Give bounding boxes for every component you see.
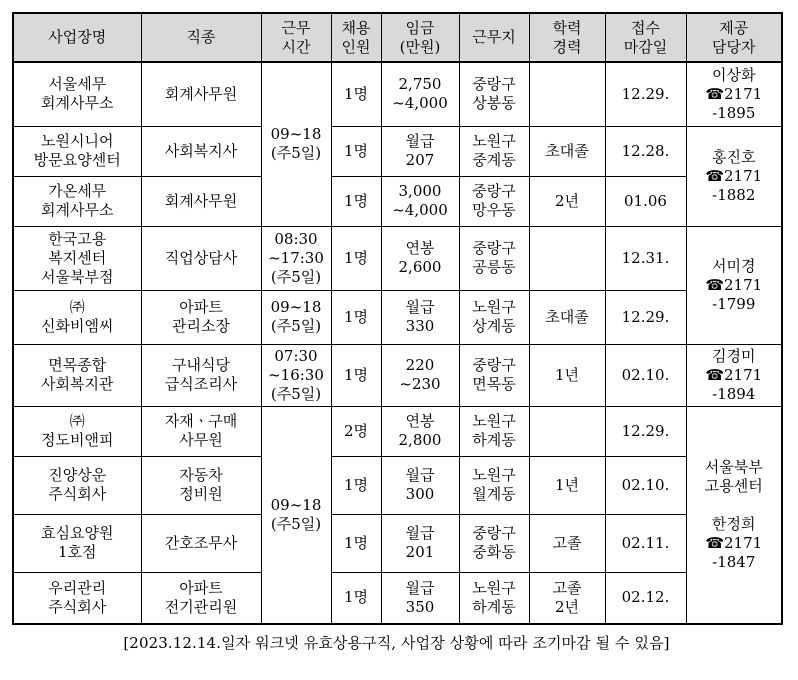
header-location: 근무지 [459, 13, 529, 62]
cell-location: 중랑구 공릉동 [459, 226, 529, 290]
cell-location: 노원구 상계동 [459, 290, 529, 344]
cell-company: 효심요양원 1호점 [13, 514, 141, 572]
cell-company: 노원시니어 방문요양센터 [13, 126, 141, 176]
cell-job: 회계사무원 [141, 176, 261, 226]
cell-wage: 연봉 2,800 [381, 406, 459, 456]
cell-contact: 서미경 ☎2171 -1799 [686, 226, 782, 344]
job-listing-table [12, 12, 783, 625]
cell-job: 간호조무사 [141, 514, 261, 572]
table-row [13, 126, 782, 176]
cell-education: 고졸 2년 [529, 572, 605, 624]
cell-company: 우리관리 주식회사 [13, 572, 141, 624]
table-row [13, 456, 782, 514]
header-contact: 제공 담당자 [686, 13, 782, 62]
cell-education [529, 226, 605, 290]
cell-deadline: 12.29. [605, 406, 686, 456]
cell-deadline: 02.10. [605, 344, 686, 406]
cell-hires: 1명 [331, 290, 381, 344]
cell-education [529, 62, 605, 126]
cell-location: 중랑구 망우동 [459, 176, 529, 226]
cell-hires: 1명 [331, 456, 381, 514]
cell-job: 회계사무원 [141, 62, 261, 126]
table-row [13, 176, 782, 226]
cell-company: 가온세무 회계사무소 [13, 176, 141, 226]
cell-wage: 월급 207 [381, 126, 459, 176]
cell-education: 초대졸 [529, 290, 605, 344]
header-education: 학력 경력 [529, 13, 605, 62]
table-row [13, 514, 782, 572]
cell-location: 중랑구 면목동 [459, 344, 529, 406]
cell-education: 초대졸 [529, 126, 605, 176]
footer-note: [2023.12.14.일자 워크넷 유효상용구직, 사업장 상황에 따라 조기마감 될 수 있음] [123, 634, 670, 652]
cell-company: ㈜ 신화비엠씨 [13, 290, 141, 344]
cell-wage: 월급 350 [381, 572, 459, 624]
cell-hours: 08:30 ~17:30 (주5일) [261, 226, 331, 290]
cell-company: 서울세무 회계사무소 [13, 62, 141, 126]
cell-location: 중랑구 상봉동 [459, 62, 529, 126]
cell-education: 1년 [529, 456, 605, 514]
cell-contact: 서울북부 고용센터 한정희 ☎2171 -1847 [686, 406, 782, 624]
cell-hires: 1명 [331, 126, 381, 176]
cell-wage: 월급 330 [381, 290, 459, 344]
cell-contact: 홍진호 ☎2171 -1882 [686, 126, 782, 226]
cell-location: 노원구 월계동 [459, 456, 529, 514]
cell-hours: 09~18 (주5일) [261, 62, 331, 226]
cell-location: 노원구 하계동 [459, 572, 529, 624]
table-row [13, 290, 782, 344]
cell-wage: 2,750 ~4,000 [381, 62, 459, 126]
cell-deadline: 02.10. [605, 456, 686, 514]
header-deadline: 접수 마감일 [605, 13, 686, 62]
cell-wage: 연봉 2,600 [381, 226, 459, 290]
cell-hires: 1명 [331, 176, 381, 226]
cell-location: 노원구 하계동 [459, 406, 529, 456]
cell-deadline: 01.06 [605, 176, 686, 226]
cell-deadline: 12.29. [605, 62, 686, 126]
cell-location: 중랑구 중화동 [459, 514, 529, 572]
cell-company: 면목종합 사회복지관 [13, 344, 141, 406]
job-listing-table-container [12, 12, 781, 625]
cell-wage: 3,000 ~4,000 [381, 176, 459, 226]
cell-job: 사회복지사 [141, 126, 261, 176]
cell-company: 한국고용 복지센터 서울북부점 [13, 226, 141, 290]
table-row [13, 572, 782, 624]
cell-job: 자재ㆍ구매 사무원 [141, 406, 261, 456]
cell-hires: 1명 [331, 344, 381, 406]
cell-location: 노원구 중계동 [459, 126, 529, 176]
cell-deadline: 02.11. [605, 514, 686, 572]
header-wage: 임금 (만원) [381, 13, 459, 62]
cell-job: 아파트 관리소장 [141, 290, 261, 344]
cell-deadline: 12.29. [605, 290, 686, 344]
cell-deadline: 12.28. [605, 126, 686, 176]
cell-job: 직업상담사 [141, 226, 261, 290]
header-hours: 근무 시간 [261, 13, 331, 62]
table-row [13, 62, 782, 126]
table-row [13, 406, 782, 456]
cell-hires: 2명 [331, 406, 381, 456]
header-company: 사업장명 [13, 13, 141, 62]
cell-hours: 09~18 (주5일) [261, 290, 331, 344]
cell-company: 진양상운 주식회사 [13, 456, 141, 514]
cell-job: 구내식당 급식조리사 [141, 344, 261, 406]
cell-job: 아파트 전기관리원 [141, 572, 261, 624]
cell-education: 2년 [529, 176, 605, 226]
table-row [13, 226, 782, 290]
cell-education: 고졸 [529, 514, 605, 572]
cell-hours: 09~18 (주5일) [261, 406, 331, 624]
header-hires: 채용 인원 [331, 13, 381, 62]
cell-job: 자동차 정비원 [141, 456, 261, 514]
cell-deadline: 02.12. [605, 572, 686, 624]
cell-hires: 1명 [331, 62, 381, 126]
table-row [13, 344, 782, 406]
cell-hires: 1명 [331, 514, 381, 572]
table-header-row [13, 13, 782, 62]
header-job: 직종 [141, 13, 261, 62]
cell-wage: 220 ~230 [381, 344, 459, 406]
cell-education [529, 406, 605, 456]
cell-hours: 07:30 ~16:30 (주5일) [261, 344, 331, 406]
cell-deadline: 12.31. [605, 226, 686, 290]
cell-education: 1년 [529, 344, 605, 406]
cell-hires: 1명 [331, 572, 381, 624]
cell-wage: 월급 300 [381, 456, 459, 514]
cell-hires: 1명 [331, 226, 381, 290]
cell-company: ㈜ 정도비앤피 [13, 406, 141, 456]
cell-contact: 김경미 ☎2171 -1894 [686, 344, 782, 406]
cell-wage: 월급 201 [381, 514, 459, 572]
cell-contact: 이상화 ☎2171 -1895 [686, 62, 782, 126]
